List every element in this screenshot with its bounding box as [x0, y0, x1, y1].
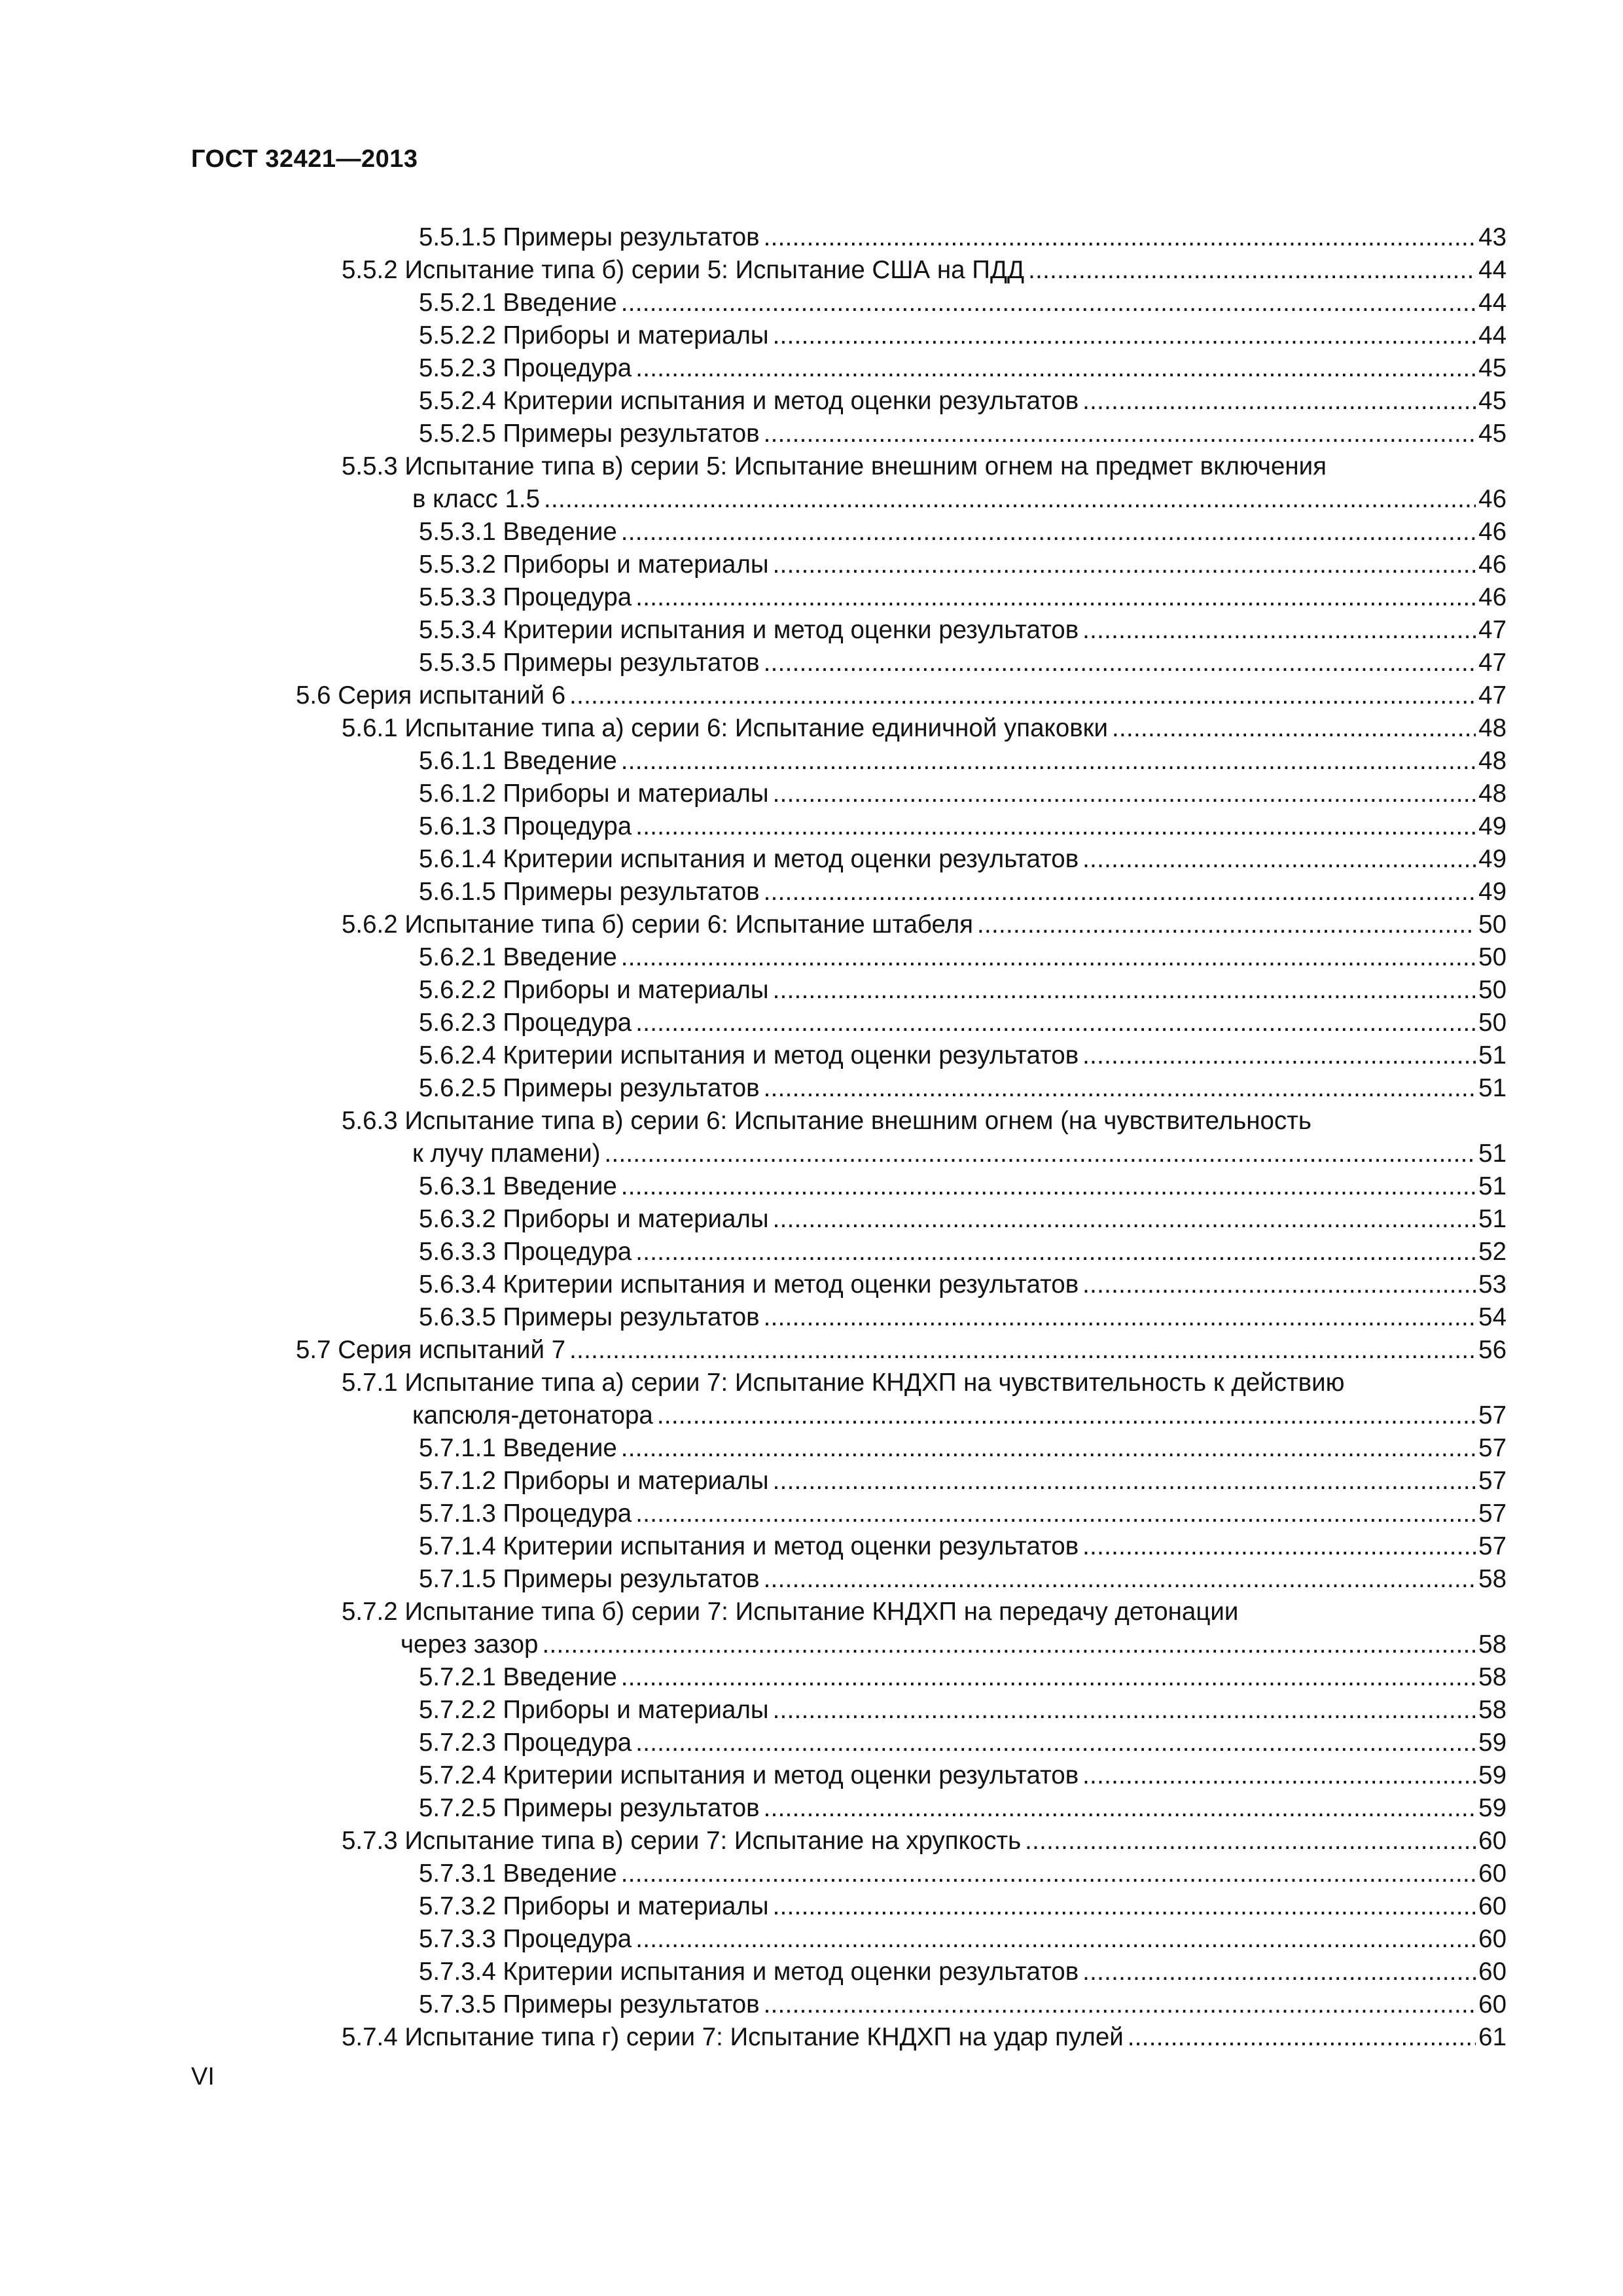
toc-entry[interactable] — [0, 974, 1623, 1007]
toc-entry[interactable] — [0, 1072, 1623, 1105]
toc-page-number: 50 — [1478, 910, 1507, 939]
toc-entry[interactable] — [0, 516, 1623, 548]
dot-leader — [1128, 2021, 1476, 2054]
toc-entry[interactable] — [0, 1759, 1623, 1792]
dot-leader — [542, 1628, 1476, 1661]
toc-entry[interactable] — [0, 1138, 1623, 1170]
toc-entry[interactable] — [0, 1530, 1623, 1563]
toc-entry[interactable] — [0, 908, 1623, 941]
toc-entry[interactable] — [0, 1301, 1623, 1334]
toc-entry[interactable] — [0, 1661, 1623, 1694]
dot-leader — [635, 810, 1476, 843]
toc-page-number: 48 — [1478, 780, 1507, 808]
toc-page-number: 47 — [1478, 649, 1507, 677]
toc-page-number: 51 — [1478, 1172, 1507, 1200]
toc-entry[interactable] — [0, 1105, 1623, 1138]
toc-page-number: 59 — [1478, 1729, 1507, 1757]
toc-entry-title: 5.7.1.2 Приборы и материалы — [419, 1467, 769, 1495]
toc-page-number: 48 — [1478, 714, 1507, 742]
toc-entry[interactable] — [0, 1825, 1623, 1857]
toc-page-number: 60 — [1478, 1827, 1507, 1855]
dot-leader — [1082, 614, 1476, 647]
dot-leader — [621, 1170, 1476, 1203]
toc-entry-title: 5.5.3.2 Приборы и материалы — [419, 550, 769, 579]
dot-leader — [773, 548, 1476, 581]
toc-entry-title: 5.5.2 Испытание типа б) серии 5: Испытание США на ПДД — [342, 256, 1025, 284]
toc-entry-title: 5.6.3.3 Процедура — [419, 1238, 632, 1266]
dot-leader — [621, 287, 1476, 319]
toc-entry[interactable] — [0, 810, 1623, 843]
toc-entry-title: 5.6.3 Испытание типа в) серии 6: Испытание внешним огнем (на чувствительность — [342, 1107, 1311, 1135]
dot-leader — [635, 581, 1476, 614]
toc-page-number: 57 — [1478, 1467, 1507, 1495]
toc-page-number: 48 — [1478, 747, 1507, 775]
toc-entry[interactable] — [0, 679, 1623, 712]
toc-entry[interactable] — [0, 712, 1623, 745]
dot-leader — [604, 1138, 1476, 1170]
toc-entry-title: 5.6 Серия испытаний 6 — [296, 681, 566, 709]
dot-leader — [764, 418, 1476, 450]
toc-entry[interactable] — [0, 647, 1623, 679]
toc-entry-title: в класс 1.5 — [412, 485, 541, 513]
toc-entry[interactable] — [0, 778, 1623, 810]
toc-entry[interactable] — [0, 1628, 1623, 1661]
toc-page-number: 45 — [1478, 354, 1507, 382]
toc-entry-title: 5.5.2.5 Примеры результатов — [419, 420, 760, 448]
toc-entry[interactable] — [0, 1923, 1623, 1956]
toc-page-number: 49 — [1478, 845, 1507, 873]
dot-leader — [621, 941, 1476, 974]
toc-entry-title: 5.7.2.4 Критерии испытания и метод оценки результатов — [419, 1761, 1079, 1789]
toc-page-number: 51 — [1478, 1205, 1507, 1233]
toc-page-number: 51 — [1478, 1041, 1507, 1069]
toc-entry-title: 5.5.2.3 Процедура — [419, 354, 632, 382]
toc-entry[interactable] — [0, 221, 1623, 254]
toc-page-number: 50 — [1478, 976, 1507, 1004]
dot-leader — [764, 1301, 1476, 1334]
dot-leader — [773, 319, 1476, 352]
toc-entry[interactable] — [0, 1596, 1623, 1628]
dot-leader — [1082, 1530, 1476, 1563]
toc-page-number: 60 — [1478, 1859, 1507, 1888]
toc-page-number: 43 — [1478, 223, 1507, 251]
toc-entry[interactable] — [0, 876, 1623, 908]
toc-entry-title: 5.6.1.1 Введение — [419, 747, 617, 775]
dot-leader — [569, 679, 1476, 712]
toc-page-number: 59 — [1478, 1794, 1507, 1822]
toc-entry-title: 5.7.2 Испытание типа б) серии 7: Испытание КНДХП на передачу детонации — [342, 1598, 1239, 1626]
toc-page-number: 50 — [1478, 1009, 1507, 1037]
toc-page-number: 44 — [1478, 321, 1507, 350]
toc-page-number: 49 — [1478, 812, 1507, 840]
dot-leader — [764, 1563, 1476, 1596]
dot-leader — [1082, 1759, 1476, 1792]
toc-entry[interactable] — [0, 483, 1623, 516]
dot-leader — [635, 1923, 1476, 1956]
dot-leader — [764, 1072, 1476, 1105]
dot-leader — [621, 516, 1476, 548]
toc-entry-title: 5.6.2.4 Критерии испытания и метод оценки результатов — [419, 1041, 1079, 1069]
dot-leader — [977, 908, 1476, 941]
toc-entry[interactable] — [0, 1432, 1623, 1465]
toc-page-number: 58 — [1478, 1663, 1507, 1691]
dot-leader — [764, 221, 1476, 254]
toc-entry[interactable] — [0, 418, 1623, 450]
toc-entry-title: 5.7.3.2 Приборы и материалы — [419, 1892, 769, 1920]
toc-entry[interactable] — [0, 2021, 1623, 2054]
toc-entry-title: 5.7.3.1 Введение — [419, 1859, 617, 1888]
dot-leader — [621, 1857, 1476, 1890]
dot-leader — [621, 1432, 1476, 1465]
toc-entry-title: 5.6.2.2 Приборы и материалы — [419, 976, 769, 1004]
dot-leader — [1082, 1268, 1476, 1301]
toc-entry[interactable] — [0, 1399, 1623, 1432]
toc-entry[interactable] — [0, 1792, 1623, 1825]
toc-page-number: 59 — [1478, 1761, 1507, 1789]
toc-entry-title: 5.6.3.5 Примеры результатов — [419, 1303, 760, 1331]
toc-page-number: 45 — [1478, 387, 1507, 415]
toc-entry[interactable] — [0, 287, 1623, 319]
toc-entry[interactable] — [0, 745, 1623, 778]
toc-page-number: 51 — [1478, 1139, 1507, 1168]
toc-entry-title: 5.7.3.5 Примеры результатов — [419, 1990, 760, 2018]
toc-page-number: 57 — [1478, 1532, 1507, 1560]
toc-entry[interactable] — [0, 1727, 1623, 1759]
dot-leader — [773, 1694, 1476, 1727]
toc-entry-title: 5.7.4 Испытание типа г) серии 7: Испытание КНДХП на удар пулей — [342, 2023, 1124, 2051]
toc-entry-title: 5.5.3.4 Критерии испытания и метод оценки результатов — [419, 616, 1079, 644]
toc-entry-title: 5.7.2.5 Примеры результатов — [419, 1794, 760, 1822]
toc-page-number: 51 — [1478, 1074, 1507, 1102]
toc-page-number: 46 — [1478, 518, 1507, 546]
toc-page-number: 54 — [1478, 1303, 1507, 1331]
toc-entry-title: 5.6.2 Испытание типа б) серии 6: Испытание штабеля — [342, 910, 974, 939]
toc-entry-title: 5.6.3.4 Критерии испытания и метод оценки результатов — [419, 1270, 1079, 1299]
dot-leader — [773, 1465, 1476, 1498]
toc-entry[interactable] — [0, 1236, 1623, 1268]
toc-page-number: 58 — [1478, 1565, 1507, 1593]
dot-leader — [1082, 1039, 1476, 1072]
toc-page-number: 56 — [1478, 1336, 1507, 1364]
toc-entry-title: 5.7.2.1 Введение — [419, 1663, 617, 1691]
toc-entry-title: 5.6.1.5 Примеры результатов — [419, 878, 760, 906]
toc-entry[interactable] — [0, 581, 1623, 614]
toc-entry[interactable] — [0, 1694, 1623, 1727]
toc-entry-title: капсюля-детонатора — [412, 1401, 653, 1429]
toc-entry-title: 5.6.2.5 Примеры результатов — [419, 1074, 760, 1102]
toc-page-number: 60 — [1478, 1892, 1507, 1920]
toc-entry[interactable] — [0, 1956, 1623, 1988]
toc-entry-title: 5.7.2.3 Процедура — [419, 1729, 632, 1757]
dot-leader — [621, 745, 1476, 778]
dot-leader — [764, 647, 1476, 679]
toc-entry[interactable] — [0, 352, 1623, 385]
dot-leader — [764, 1792, 1476, 1825]
dot-leader — [1028, 254, 1476, 287]
toc-page-number: 60 — [1478, 1958, 1507, 1986]
dot-leader — [1082, 385, 1476, 418]
toc-entry[interactable] — [0, 1039, 1623, 1072]
toc-page-number: 44 — [1478, 256, 1507, 284]
toc-entry-title: 5.6.1.2 Приборы и материалы — [419, 780, 769, 808]
dot-leader — [635, 1007, 1476, 1039]
dot-leader — [544, 483, 1476, 516]
toc-entry[interactable] — [0, 1334, 1623, 1367]
dot-leader — [764, 876, 1476, 908]
toc-entry-title: 5.6.2.1 Введение — [419, 943, 617, 971]
toc-entry[interactable] — [0, 941, 1623, 974]
toc-entry[interactable] — [0, 1857, 1623, 1890]
toc-entry-title: 5.5.2.1 Введение — [419, 289, 617, 317]
toc-entry[interactable] — [0, 1007, 1623, 1039]
toc-page-number: 45 — [1478, 420, 1507, 448]
toc-page-number: 61 — [1478, 2023, 1507, 2051]
toc-page-number: 58 — [1478, 1630, 1507, 1659]
dot-leader — [773, 974, 1476, 1007]
toc-page-number: 53 — [1478, 1270, 1507, 1299]
toc-entry-title: 5.7.2.2 Приборы и материалы — [419, 1696, 769, 1724]
dot-leader — [621, 1661, 1476, 1694]
toc-page-number: 49 — [1478, 878, 1507, 906]
toc-entry-title: 5.6.1.3 Процедура — [419, 812, 632, 840]
toc-entry-title: 5.5.2.4 Критерии испытания и метод оценки результатов — [419, 387, 1079, 415]
toc-entry-title: 5.6.1 Испытание типа а) серии 6: Испытание единичной упаковки — [342, 714, 1109, 742]
toc-entry-title: 5.7.1.1 Введение — [419, 1434, 617, 1462]
dot-leader — [773, 1203, 1476, 1236]
toc-entry-title: 5.5.3.3 Процедура — [419, 583, 632, 611]
toc-entry[interactable] — [0, 385, 1623, 418]
dot-leader — [1025, 1825, 1476, 1857]
toc-page-number: 57 — [1478, 1401, 1507, 1429]
dot-leader — [635, 1498, 1476, 1530]
toc-page-number: 46 — [1478, 550, 1507, 579]
dot-leader — [635, 352, 1476, 385]
toc-entry-title: 5.6.3.1 Введение — [419, 1172, 617, 1200]
toc-page-number: 47 — [1478, 616, 1507, 644]
dot-leader — [773, 778, 1476, 810]
toc-entry-title: 5.5.2.2 Приборы и материалы — [419, 321, 769, 350]
toc-page-number: 46 — [1478, 485, 1507, 513]
toc-entry-title: 5.7.1.3 Процедура — [419, 1499, 632, 1528]
toc-entry-title: 5.7.3.3 Процедура — [419, 1925, 632, 1953]
toc-entry[interactable] — [0, 1988, 1623, 2021]
toc-entry-title: 5.6.2.3 Процедура — [419, 1009, 632, 1037]
dot-leader — [635, 1727, 1476, 1759]
toc-entry[interactable] — [0, 1367, 1623, 1399]
toc-entry-title: 5.5.3.5 Примеры результатов — [419, 649, 760, 677]
toc-entry[interactable] — [0, 450, 1623, 483]
toc-entry[interactable] — [0, 843, 1623, 876]
toc-entry[interactable] — [0, 1465, 1623, 1498]
toc-entry-title: 5.5.1.5 Примеры результатов — [419, 223, 760, 251]
toc-entry-title: к лучу пламени) — [412, 1139, 601, 1168]
toc-entry[interactable] — [0, 1170, 1623, 1203]
toc-page-number: 57 — [1478, 1434, 1507, 1462]
toc-entry-title: 5.6.1.4 Критерии испытания и метод оценки результатов — [419, 845, 1079, 873]
toc-page-number: 60 — [1478, 1925, 1507, 1953]
toc-entry-title: 5.7.3 Испытание типа в) серии 7: Испытание на хрупкость — [342, 1827, 1022, 1855]
toc-page-number: 44 — [1478, 289, 1507, 317]
toc-entry-title: 5.7.3.4 Критерии испытания и метод оценки результатов — [419, 1958, 1079, 1986]
dot-leader — [1082, 843, 1476, 876]
toc-page-number: 57 — [1478, 1499, 1507, 1528]
toc-page-number: 60 — [1478, 1990, 1507, 2018]
toc-entry[interactable] — [0, 1498, 1623, 1530]
dot-leader — [569, 1334, 1476, 1367]
document-header: ГОСТ 32421—2013 — [191, 145, 418, 173]
toc-page-number: 52 — [1478, 1238, 1507, 1266]
toc-entry-title: 5.7.1 Испытание типа а) серии 7: Испытание КНДХП на чувствительность к действию — [342, 1369, 1345, 1397]
toc-page-number: 47 — [1478, 681, 1507, 709]
dot-leader — [764, 1988, 1476, 2021]
toc-page-number: 50 — [1478, 943, 1507, 971]
toc-entry[interactable] — [0, 614, 1623, 647]
dot-leader — [773, 1890, 1476, 1923]
toc-entry-title: через зазор — [401, 1630, 539, 1659]
toc-page-number: 46 — [1478, 583, 1507, 611]
dot-leader — [635, 1236, 1476, 1268]
toc-entry[interactable] — [0, 1563, 1623, 1596]
toc-entry[interactable] — [0, 254, 1623, 287]
toc-entry-title: 5.7.1.4 Критерии испытания и метод оценки результатов — [419, 1532, 1079, 1560]
toc-entry[interactable] — [0, 1268, 1623, 1301]
toc-entry-title: 5.5.3 Испытание типа в) серии 5: Испытание внешним огнем на предмет включения — [342, 452, 1327, 480]
toc-page-number: 58 — [1478, 1696, 1507, 1724]
dot-leader — [1082, 1956, 1476, 1988]
dot-leader — [657, 1399, 1476, 1432]
toc-entry-title: 5.7 Серия испытаний 7 — [296, 1336, 566, 1364]
toc-entry[interactable] — [0, 1203, 1623, 1236]
toc-entry-title: 5.7.1.5 Примеры результатов — [419, 1565, 760, 1593]
toc-entry-title: 5.5.3.1 Введение — [419, 518, 617, 546]
dot-leader — [1112, 712, 1476, 745]
toc-entry[interactable] — [0, 319, 1623, 352]
page-number: VI — [191, 2063, 215, 2090]
toc-entry[interactable] — [0, 548, 1623, 581]
toc-entry-title: 5.6.3.2 Приборы и материалы — [419, 1205, 769, 1233]
toc-entry[interactable] — [0, 1890, 1623, 1923]
